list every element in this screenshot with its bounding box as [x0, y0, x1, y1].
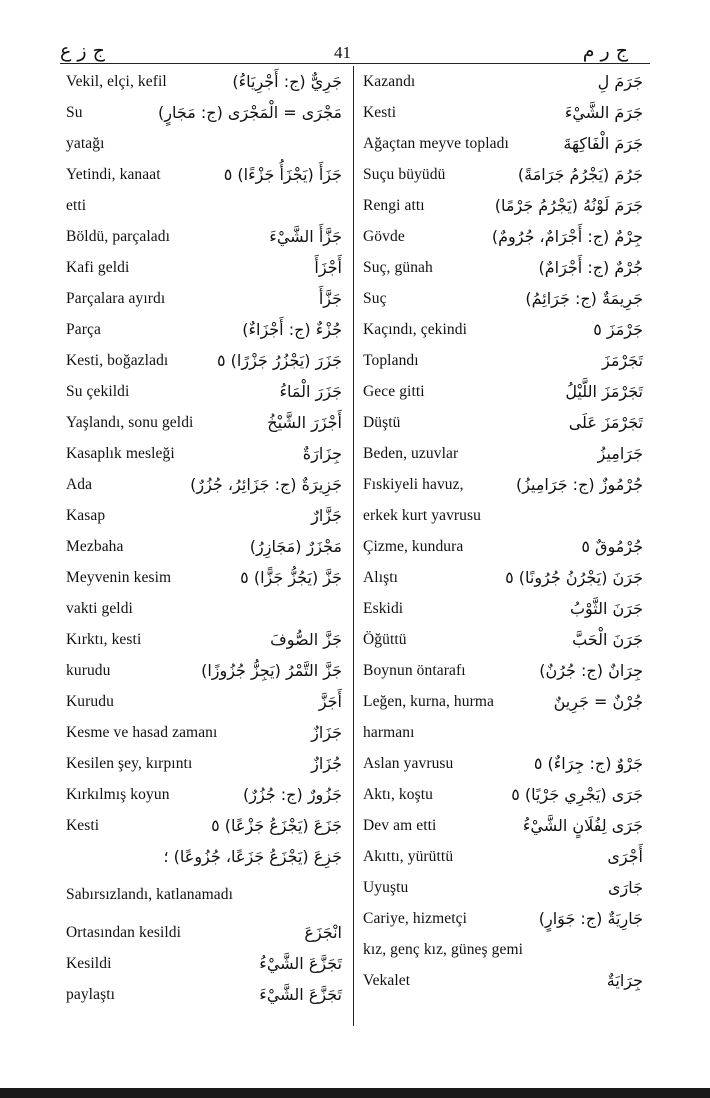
turkish-meaning: Kesildi	[66, 955, 112, 972]
turkish-meaning: Alıştı	[363, 569, 399, 586]
scan-edge-bar	[0, 1088, 710, 1098]
arabic-headword: جَارَى	[607, 878, 643, 897]
entry-row	[66, 314, 342, 345]
turkish-meaning: Kesti, boğazladı	[66, 352, 169, 369]
turkish-meaning: harmanı	[363, 724, 415, 741]
arabic-headword: جَرَنَ الثَّوْبُ	[569, 599, 643, 618]
arabic-headword: جَزَأَ (يَجْزَأُ جَزْءًا) ٥	[223, 165, 342, 184]
turkish-meaning: Fıskiyeli havuz,	[363, 476, 464, 493]
turkish-meaning: Kesti	[66, 817, 100, 834]
arabic-headword: جَزَّ (يَجُزُّ جَزًّا) ٥	[240, 568, 342, 587]
arabic-headword: جَرْمَزَ ٥	[593, 320, 643, 339]
entry-row	[66, 345, 342, 376]
arabic-headword: مَجْرَى = الْمَجْرَى (ج: مَجَارٍ)	[158, 103, 342, 122]
entry-row	[363, 624, 643, 655]
turkish-meaning: paylaştı	[66, 986, 116, 1003]
turkish-meaning: Ağaçtan meyve topladı	[363, 135, 509, 152]
entry-row	[66, 190, 342, 221]
entry-row	[66, 917, 342, 948]
left-column	[66, 66, 342, 1010]
turkish-meaning: Kesilen şey, kırpıntı	[66, 755, 193, 772]
entry-row	[66, 128, 342, 159]
entry-row	[363, 190, 643, 221]
turkish-meaning: Kaçındı, çekindi	[363, 321, 468, 338]
arabic-headword: جَزَّارٌ	[311, 506, 342, 525]
entry-row	[66, 841, 342, 872]
arabic-headword: جَزَرَ الْمَاءُ	[279, 382, 342, 401]
entry-row	[363, 655, 643, 686]
arabic-headword: جَزِيرَةٌ (ج: جَزَائِرُ، جُزُرٌ)	[190, 475, 342, 494]
right-column	[363, 66, 643, 996]
entry-row	[66, 252, 342, 283]
entry-row	[363, 97, 643, 128]
turkish-meaning: Parça	[66, 321, 101, 338]
arabic-headword: جَزَّ الصُّوفَ	[270, 630, 342, 649]
entry-row	[363, 376, 643, 407]
arabic-headword: جُرْمٌ (ج: أَجْرَامٌ)	[538, 258, 643, 277]
arabic-headword: جِزَارَةٌ	[302, 444, 342, 463]
arabic-headword: جَرَمَ الْفَاكِهَةَ	[563, 134, 643, 153]
turkish-meaning: Kırktı, kesti	[66, 631, 142, 648]
turkish-meaning: Rengi attı	[363, 197, 425, 214]
entry-row	[363, 221, 643, 252]
arabic-headword: مَجْزَرٌ (مَجَازِرُ)	[249, 537, 342, 556]
turkish-meaning: Çizme, kundura	[363, 538, 464, 555]
arabic-headword: جَزَازٌ	[311, 723, 342, 742]
turkish-meaning: etti	[66, 197, 87, 214]
turkish-meaning: Kazandı	[363, 73, 416, 90]
arabic-headword: جِرْمٌ (ج: أَجْرَامٌ، جُرُومٌ)	[491, 227, 643, 246]
turkish-meaning: Gece gitti	[363, 383, 425, 400]
arabic-headword: جَارِيَةٌ (ج: جَوَارٍ)	[538, 909, 643, 928]
arabic-headword: أَجْزَأَ	[314, 258, 342, 277]
turkish-meaning: Beden, uzuvlar	[363, 445, 459, 462]
arabic-headword: تَجَرْمَزَ اللَّيْلُ	[565, 382, 643, 401]
turkish-meaning: Ortasından kesildi	[66, 924, 182, 941]
arabic-headword: جَرِيمَةٌ (ج: جَرَائِمُ)	[525, 289, 643, 308]
entry-row	[363, 779, 643, 810]
turkish-meaning: Parçalara ayırdı	[66, 290, 166, 307]
arabic-headword: تَجَرْمَزَ عَلَى	[568, 413, 643, 432]
entry-row	[363, 593, 643, 624]
arabic-headword: جَزَّ التَّمْرُ (يَجِزُّ جُزُوزًا)	[201, 661, 342, 680]
turkish-meaning: Ada	[66, 476, 93, 493]
entry-row	[363, 903, 643, 934]
turkish-meaning: Akıttı, yürüttü	[363, 848, 454, 865]
turkish-meaning: erkek kurt yavrusu	[363, 507, 482, 524]
turkish-meaning: Kasap	[66, 507, 106, 524]
arabic-headword: جُرْمُوزٌ (ج: جَرَامِيزُ)	[515, 475, 643, 494]
arabic-headword: جَرَنَ الْحَبَّ	[572, 630, 643, 649]
turkish-meaning: Gövde	[363, 228, 405, 245]
entry-row	[363, 531, 643, 562]
turkish-meaning: Meyvenin kesim	[66, 569, 172, 586]
entry-row	[66, 469, 342, 500]
entry-row	[66, 221, 342, 252]
arabic-headword: جَزَرَ (يَجْزُرُ جَزْرًا) ٥	[216, 351, 342, 370]
arabic-headword: جِرَانٌ (ج: جُرُنٌ)	[539, 661, 643, 680]
turkish-meaning: Kasaplık mesleği	[66, 445, 175, 462]
turkish-meaning: kurudu	[66, 662, 111, 679]
arabic-headword: أَجْرَى	[607, 847, 643, 866]
entry-row	[66, 159, 342, 190]
entry-row	[363, 717, 643, 748]
entry-row	[363, 872, 643, 903]
turkish-meaning: Kafi geldi	[66, 259, 130, 276]
arabic-headword: جَرْوٌ (ج: جِرَاءٌ) ٥	[533, 754, 643, 773]
turkish-meaning: Aktı, koştu	[363, 786, 433, 803]
arabic-headword: تَجَرْمَزَ	[601, 351, 643, 370]
entry-row	[363, 128, 643, 159]
turkish-meaning: Öğüttü	[363, 631, 407, 648]
header-rule	[60, 63, 650, 64]
turkish-meaning: Aslan yavrusu	[363, 755, 454, 772]
arabic-headword: جِرَايَةٌ	[606, 971, 643, 990]
turkish-meaning: vakti geldi	[66, 600, 133, 617]
arabic-headword: جَرَمَ لِ	[597, 72, 643, 91]
turkish-meaning: Suç, günah	[363, 259, 433, 276]
arabic-headword: جَزَّأَ	[318, 289, 342, 308]
entry-row	[363, 159, 643, 190]
arabic-headword: جُرْنٌ = جَرِينٌ	[553, 692, 643, 711]
entry-row	[363, 252, 643, 283]
entry-row	[66, 686, 342, 717]
arabic-headword: أَجْزَرَ الشَّيْخُ	[267, 413, 342, 432]
arabic-headword: جُزَازٌ	[311, 754, 342, 773]
turkish-meaning: Yaşlandı, sonu geldi	[66, 414, 194, 431]
entry-row	[66, 407, 342, 438]
entry-row	[363, 314, 643, 345]
arabic-headword: جَرَمَ الشَّيْءَ	[564, 103, 643, 122]
entry-row	[66, 66, 342, 97]
arabic-headword: جَرَنَ (يَجْرُنُ جُرُونًا) ٥	[505, 568, 643, 587]
entry-row	[66, 872, 342, 917]
arabic-headword: جَرَمَ لَوْنُهُ (يَجْرُمُ جَرْمًا)	[494, 196, 643, 215]
entry-row	[363, 934, 643, 965]
page-number: 41	[334, 43, 351, 62]
entry-row	[363, 407, 643, 438]
arabic-headword: تَجَزَّعَ الشَّيْءَ	[259, 985, 342, 1004]
turkish-meaning: Dev am etti	[363, 817, 437, 834]
turkish-meaning: Vekalet	[363, 972, 411, 989]
turkish-meaning: Uyuştu	[363, 879, 409, 896]
entry-row	[363, 748, 643, 779]
entry-row	[66, 810, 342, 841]
turkish-meaning: Leğen, kurna, hurma	[363, 693, 495, 710]
arabic-headword: جَرُمَ (يَجْرُمُ جَرَامَةً)	[517, 165, 643, 184]
turkish-meaning: Toplandı	[363, 352, 419, 369]
arabic-headword: جَرَى (يَجْرِي جَرْيًا) ٥	[511, 785, 643, 804]
entry-row	[66, 438, 342, 469]
entry-row	[66, 97, 342, 128]
turkish-meaning: Boynun öntarafı	[363, 662, 466, 679]
entry-row	[66, 979, 342, 1010]
entry-row	[363, 345, 643, 376]
arabic-headword: أَجَزَّ	[318, 692, 342, 711]
arabic-headword: جَزَعَ (يَجْزَعُ جَزْعًا) ٥	[211, 816, 342, 835]
entry-row	[66, 779, 342, 810]
arabic-headword: جَزَّأَ الشَّيْءَ	[269, 227, 342, 246]
turkish-meaning: Kesti	[363, 104, 397, 121]
entry-row	[66, 748, 342, 779]
turkish-meaning: Kesme ve hasad zamanı	[66, 724, 218, 741]
entry-row	[363, 469, 643, 500]
arabic-headword: جَزِعَ (يَجْزَعُ جَزَعًا، جُزُوعًا) ؛	[163, 847, 342, 866]
entry-row	[66, 531, 342, 562]
entry-row	[66, 948, 342, 979]
entry-row	[66, 655, 342, 686]
entry-row	[66, 376, 342, 407]
turkish-meaning: Yetindi, kanaat	[66, 166, 161, 183]
arabic-headword: جُرْمُوقٌ ٥	[581, 537, 643, 556]
turkish-meaning: Kurudu	[66, 693, 114, 710]
turkish-meaning: Vekil, elçi, kefil	[66, 73, 167, 90]
entry-row	[363, 841, 643, 872]
header-right-letters: ج ر م	[582, 40, 628, 62]
turkish-meaning: Su	[66, 104, 83, 121]
turkish-meaning: Eskidi	[363, 600, 404, 617]
turkish-meaning: Sabırsızlandı, katlanamadı	[66, 886, 234, 903]
arabic-headword: تَجَزَّعَ الشَّيْءُ	[259, 954, 342, 973]
arabic-headword: جَرَامِيزُ	[597, 444, 643, 463]
entry-row	[363, 686, 643, 717]
arabic-headword: جُزْءٌ (ج: أَجْزَاءٌ)	[242, 320, 342, 339]
column-divider	[353, 66, 354, 1026]
turkish-meaning: Kırkılmış koyun	[66, 786, 170, 803]
turkish-meaning: Cariye, hizmetçi	[363, 910, 468, 927]
arabic-headword: جَرِيٌّ (ج: أَجْرِيَاءُ)	[232, 72, 342, 91]
arabic-headword: انْجَزَعَ	[304, 923, 342, 942]
entry-row	[66, 562, 342, 593]
entry-row	[363, 283, 643, 314]
turkish-meaning: Su çekildi	[66, 383, 130, 400]
entry-row	[66, 500, 342, 531]
entry-row	[363, 438, 643, 469]
turkish-meaning: yatağı	[66, 135, 105, 152]
entry-row	[66, 283, 342, 314]
arabic-headword: جَزُورٌ (ج: جُزُرٌ)	[243, 785, 342, 804]
entry-row	[363, 66, 643, 97]
entry-row	[363, 500, 643, 531]
turkish-meaning: kız, genç kız, güneş gemi	[363, 941, 524, 958]
turkish-meaning: Böldü, parçaladı	[66, 228, 171, 245]
turkish-meaning: Mezbaha	[66, 538, 124, 555]
turkish-meaning: Suçu büyüdü	[363, 166, 446, 183]
arabic-headword: جَرَى لِفُلَانٍ الشَّيْءُ	[522, 816, 643, 835]
entry-row	[363, 810, 643, 841]
turkish-meaning: Suç	[363, 290, 387, 307]
entry-row	[363, 562, 643, 593]
entry-row	[363, 965, 643, 996]
turkish-meaning: Düştü	[363, 414, 401, 431]
entry-row	[66, 624, 342, 655]
entry-row	[66, 593, 342, 624]
entry-row	[66, 717, 342, 748]
header-left-letters: ج ز ع	[60, 40, 105, 62]
